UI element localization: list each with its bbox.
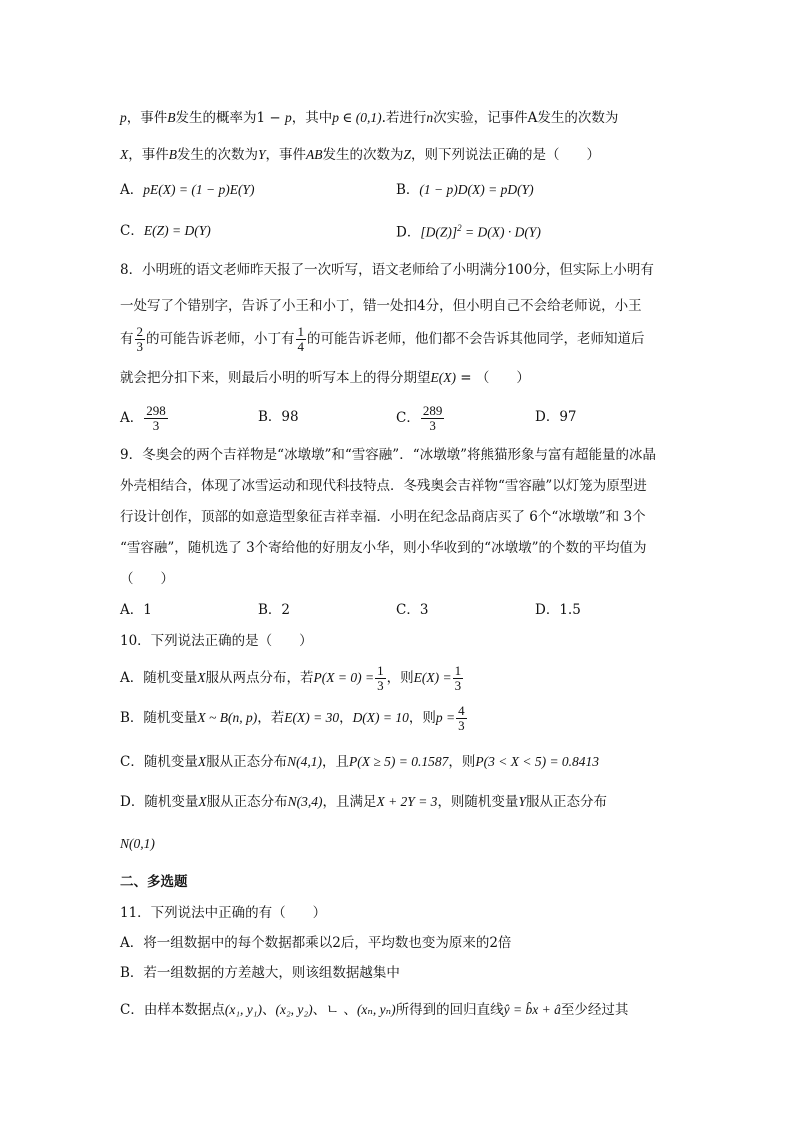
text: B．随机变量 bbox=[120, 710, 198, 726]
math-ex: E(X) bbox=[430, 370, 456, 385]
math-formula: p = bbox=[435, 710, 456, 725]
fraction-4-3 bbox=[456, 704, 467, 732]
q8-option-c[interactable] bbox=[396, 400, 445, 436]
section-title-multiple-choice: 二、多选题 bbox=[120, 874, 188, 890]
numerator: 298 bbox=[146, 403, 166, 419]
q9-option-d[interactable]: D．1.5 bbox=[535, 602, 581, 618]
denominator: 3 bbox=[152, 418, 160, 433]
q10-option-b[interactable] bbox=[120, 700, 468, 736]
math-ab: AB bbox=[306, 147, 323, 162]
math-x: X bbox=[198, 794, 207, 809]
math-p-range: p ∈ (0,1) bbox=[332, 110, 382, 125]
math-point: (x₁, y₁) bbox=[224, 1002, 262, 1017]
q7-stem-line2 bbox=[120, 148, 600, 163]
text: ， bbox=[339, 710, 353, 726]
option-formula: (1 − p)D(X) = pD(Y) bbox=[419, 182, 534, 197]
q8-stem-line4 bbox=[120, 371, 530, 386]
q11-title: 11．下列说法中正确的有（ ） bbox=[120, 905, 327, 921]
math-formula: N(4,1) bbox=[287, 754, 322, 769]
text: 的可能告诉老师，小丁有 bbox=[146, 331, 295, 347]
math-formula: X ~ B(n, p) bbox=[197, 710, 258, 725]
text: ，事件 bbox=[126, 110, 168, 126]
text: 发生的概率为1 − bbox=[175, 110, 285, 126]
numerator: 2 bbox=[136, 324, 143, 340]
text: ，且满足 bbox=[322, 794, 377, 810]
text: 服从正态分布 bbox=[206, 754, 288, 770]
text: 服从正态分布 bbox=[525, 794, 607, 810]
text: D．随机变量 bbox=[120, 794, 199, 810]
q9-option-b[interactable]: B．2 bbox=[258, 602, 291, 618]
denominator: 3 bbox=[377, 678, 384, 693]
math-formula: P(X ≥ 5) = 0.1587 bbox=[348, 754, 449, 769]
math-point: (xₙ, yₙ) bbox=[356, 1002, 396, 1017]
math-z: Z bbox=[403, 147, 412, 162]
math-x: X bbox=[197, 754, 207, 769]
numerator: 289 bbox=[422, 403, 443, 419]
q10-option-a[interactable] bbox=[120, 660, 464, 696]
text: ，则下列说法正确的是（ ） bbox=[411, 147, 601, 163]
q9-stem-line2: 外壳相结合，体现了冰雪运动和现代科技特点．冬残奥会吉祥物“雪容融”以灯笼为原型进 bbox=[120, 478, 647, 494]
q10-option-d[interactable] bbox=[120, 795, 607, 810]
text: ，则 bbox=[386, 670, 414, 686]
denominator: 3 bbox=[429, 418, 436, 433]
text: 发生的次数为 bbox=[322, 147, 404, 163]
denominator: 3 bbox=[458, 718, 465, 733]
fraction-289-3 bbox=[421, 404, 445, 432]
q8-stem-line1: 8．小明班的语文老师昨天报了一次听写，语文老师给了小明满分100分，但实际上小明有 bbox=[120, 262, 654, 278]
superscript: 2 bbox=[457, 223, 462, 233]
math-point: (x₂, y₂) bbox=[275, 1002, 313, 1017]
numerator: 1 bbox=[377, 663, 384, 679]
q11-option-a[interactable]: A．将一组数据中的每个数据都乘以2后，平均数也变为原来的2倍 bbox=[120, 935, 512, 951]
text: ，事件 bbox=[128, 147, 169, 163]
q9-stem-line4: “雪容融”，随机选了 3个寄给他的好朋友小华，则小华收到的“冰墩墩”的个数的平均值为 bbox=[120, 540, 647, 556]
math-p: p bbox=[120, 110, 127, 125]
q9-option-a[interactable]: A．1 bbox=[120, 602, 152, 618]
q7-stem-line1 bbox=[120, 111, 618, 126]
text: C．随机变量 bbox=[120, 754, 198, 770]
math-formula: E(X) = 30 bbox=[284, 710, 340, 725]
denominator: 4 bbox=[297, 339, 304, 354]
option-formula: pE(X) = (1 − p)E(Y) bbox=[143, 182, 255, 197]
math-formula: E(X) = bbox=[413, 670, 452, 685]
option-formula: [D(Z)] bbox=[420, 224, 458, 240]
q11-option-b[interactable]: B．若一组数据的方差越大，则该组数据越集中 bbox=[120, 965, 400, 981]
math-formula: D(X) = 10 bbox=[352, 710, 409, 725]
text: C．由样本数据点 bbox=[120, 1002, 225, 1018]
text: ，其中 bbox=[291, 110, 333, 126]
q7-option-b[interactable] bbox=[396, 183, 534, 198]
text: 所得到的回归直线 bbox=[395, 1002, 504, 1018]
text: 至少经过其 bbox=[560, 1002, 629, 1018]
text: ，且 bbox=[321, 754, 349, 770]
q11-option-c[interactable] bbox=[120, 1003, 628, 1018]
math-p: p bbox=[284, 110, 292, 125]
q9-stem-line3: 行设计创作，顶部的如意造型象征吉祥幸福．小明在纪念品商店买了 6个“冰墩墩”和 3个 bbox=[120, 509, 646, 525]
fraction-1-4 bbox=[296, 325, 307, 353]
q9-option-c[interactable]: C．3 bbox=[396, 602, 429, 618]
denominator: 3 bbox=[136, 339, 143, 354]
math-formula: N(3,4) bbox=[287, 794, 323, 809]
math-b: B bbox=[168, 147, 177, 162]
text: 、 bbox=[261, 1002, 276, 1018]
text: 次实验，记事件A发生的次数为 bbox=[433, 110, 619, 126]
q7-option-a[interactable] bbox=[120, 183, 254, 198]
q8-option-b[interactable]: B．98 bbox=[258, 409, 299, 425]
q8-option-d[interactable]: D．97 bbox=[535, 409, 577, 425]
fraction-298-3 bbox=[144, 404, 168, 432]
math-b: B bbox=[167, 110, 176, 125]
text: 发生的次数为 bbox=[177, 147, 258, 163]
fraction-1-3 bbox=[375, 664, 386, 692]
text: 就会把分扣下来，则最后小明的听写本上的得分期望 bbox=[120, 370, 431, 386]
math-formula: ŷ = b̂x + â bbox=[503, 1002, 561, 1017]
text: ，则随机变量 bbox=[437, 794, 519, 810]
text: A．随机变量 bbox=[120, 670, 198, 686]
math-x: X bbox=[120, 147, 129, 162]
math-y: Y bbox=[518, 794, 526, 809]
fraction-1-3 bbox=[453, 664, 464, 692]
q8-option-a[interactable] bbox=[120, 400, 169, 436]
numerator: 4 bbox=[458, 703, 465, 719]
math-formula: X + 2Y = 3 bbox=[376, 794, 438, 809]
text: .若进行 bbox=[381, 110, 427, 126]
math-formula: P(X = 0) = bbox=[313, 670, 375, 685]
option-label: D． bbox=[396, 224, 421, 241]
q10-option-c[interactable] bbox=[120, 755, 599, 770]
q8-stem-line2: 一处写了个错别字，告诉了小王和小丁，错一处扣4分，但小明自己不会给老师说，小王 bbox=[120, 298, 642, 314]
denominator: 3 bbox=[454, 678, 462, 693]
option-formula: E(Z) = D(Y) bbox=[143, 223, 211, 238]
text: = （ ） bbox=[455, 370, 530, 386]
q7-option-d[interactable] bbox=[396, 224, 541, 240]
text: ，若 bbox=[257, 710, 285, 726]
text: ，事件 bbox=[265, 147, 307, 163]
math-formula: P(3 < X < 5) = 0.8413 bbox=[475, 754, 600, 769]
text: ，则 bbox=[448, 754, 476, 770]
q9-stem-line5: （ ） bbox=[120, 571, 174, 587]
math-n: n bbox=[426, 110, 434, 125]
numerator: 1 bbox=[297, 324, 304, 340]
text: 有 bbox=[120, 331, 134, 347]
text: 、ㄴ 、 bbox=[312, 1002, 357, 1018]
numerator: 1 bbox=[454, 663, 462, 679]
option-label: A． bbox=[120, 410, 144, 426]
fraction-2-3 bbox=[135, 325, 146, 353]
q7-option-c[interactable] bbox=[120, 224, 211, 239]
q8-stem-line3 bbox=[120, 322, 645, 356]
q10-title: 10．下列说法正确的是（ ） bbox=[120, 633, 313, 649]
option-label: C． bbox=[120, 223, 144, 239]
math-y: Y bbox=[258, 147, 266, 162]
math-x: X bbox=[197, 670, 206, 685]
option-label: A． bbox=[120, 182, 144, 198]
text: 服从两点分布，若 bbox=[205, 670, 314, 686]
text: 服从正态分布 bbox=[206, 794, 288, 810]
option-label: B． bbox=[396, 182, 420, 198]
text: ，则 bbox=[408, 710, 436, 726]
option-label: C． bbox=[396, 410, 420, 426]
option-formula: = D(X) · D(Y) bbox=[461, 224, 541, 240]
q9-stem-line1: 9．冬奥会的两个吉祥物是“冰墩墩”和“雪容融”．“冰墩墩”将熊猫形象与富有超能量的冰晶 bbox=[120, 447, 656, 463]
text: 的可能告诉老师，他们都不会告诉其他同学，老师知道后 bbox=[307, 331, 645, 347]
math-formula: N(0,1) bbox=[120, 836, 155, 851]
q10-option-d-line2 bbox=[120, 837, 155, 852]
